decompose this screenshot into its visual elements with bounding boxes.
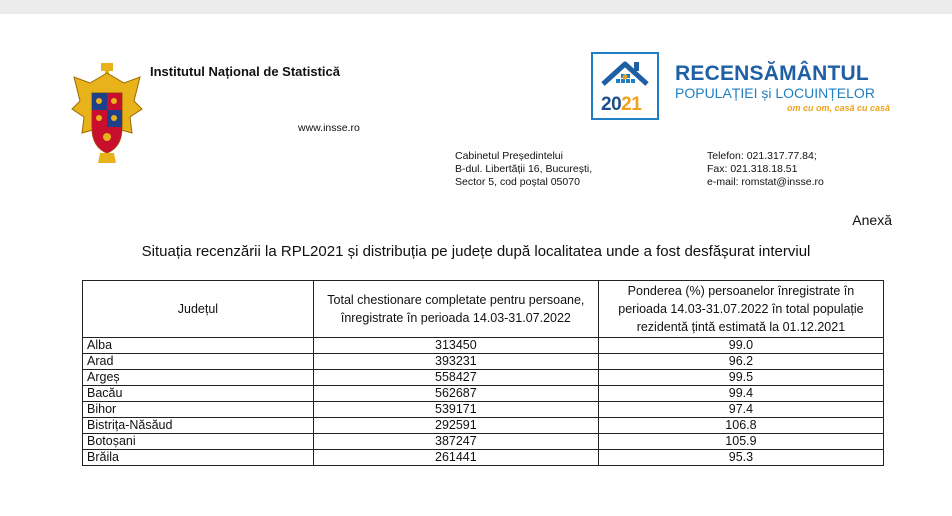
census-subtitle: POPULAȚIEI și LOCUINȚELOR <box>675 85 875 101</box>
table-row <box>83 370 884 386</box>
county-cell: Bistrița-Năsăud <box>83 418 314 434</box>
contact-phone: Telefon: 021.317.77.84; <box>707 150 817 162</box>
contact-email: e-mail: romstat@insse.ro <box>707 176 824 188</box>
table-row <box>83 418 884 434</box>
table-row <box>83 434 884 450</box>
romania-coat-of-arms-icon <box>70 63 144 165</box>
address-line: Cabinetul Președintelui <box>455 150 563 162</box>
header-county: Județul <box>83 281 314 338</box>
org-website: www.insse.ro <box>298 122 360 134</box>
table-row <box>83 338 884 354</box>
header-total-questionnaires: Total chestionare completate pentru persoane, înregistrate în perioada 14.03-31.07.2022 <box>313 281 598 338</box>
share-cell: 95.3 <box>598 450 883 466</box>
table-row <box>83 450 884 466</box>
census-motto: om cu om, casă cu casă <box>787 103 891 113</box>
census-title: RECENSĂMÂNTUL <box>675 62 869 85</box>
total-cell: 562687 <box>313 386 598 402</box>
share-cell: 106.8 <box>598 418 883 434</box>
document-title: Situația recenzării la RPL2021 și distribuția pe județe după localitatea unde a fost desfășurat interviul <box>141 243 811 260</box>
table-row <box>83 402 884 418</box>
table-row <box>83 386 884 402</box>
address-block <box>455 150 592 189</box>
county-cell: Brăila <box>83 450 314 466</box>
total-cell: 313450 <box>313 338 598 354</box>
total-cell: 558427 <box>313 370 598 386</box>
county-cell: Alba <box>83 338 314 354</box>
address-line: B-dul. Libertății 16, București, <box>455 163 593 175</box>
house-roof-icon <box>593 54 657 94</box>
org-name: Institutul Național de Statistică <box>150 64 340 79</box>
county-cell: Bacău <box>83 386 314 402</box>
county-cell: Argeș <box>83 370 314 386</box>
share-cell: 96.2 <box>598 354 883 370</box>
contact-block <box>707 150 824 189</box>
contact-fax: Fax: 021.318.18.51 <box>707 163 798 175</box>
table-row <box>83 354 884 370</box>
share-cell: 105.9 <box>598 434 883 450</box>
table-header-row <box>83 281 884 338</box>
share-cell: 99.0 <box>598 338 883 354</box>
share-cell: 97.4 <box>598 402 883 418</box>
share-cell: 99.4 <box>598 386 883 402</box>
top-bar <box>0 0 952 14</box>
census-year: 2021 <box>601 94 642 115</box>
county-census-table <box>82 280 884 466</box>
address-line: Sector 5, cod poștal 05070 <box>455 176 580 188</box>
total-cell: 292591 <box>313 418 598 434</box>
census-logo-box <box>591 52 659 120</box>
total-cell: 261441 <box>313 450 598 466</box>
total-cell: 387247 <box>313 434 598 450</box>
county-cell: Bihor <box>83 402 314 418</box>
county-cell: Botoșani <box>83 434 314 450</box>
annex-label: Anexă <box>852 212 892 228</box>
county-cell: Arad <box>83 354 314 370</box>
share-cell: 99.5 <box>598 370 883 386</box>
total-cell: 393231 <box>313 354 598 370</box>
census-logo <box>591 52 891 120</box>
total-cell: 539171 <box>313 402 598 418</box>
header-share-percent: Ponderea (%) persoanelor înregistrate în perioada 14.03-31.07.2022 în total populație rezidentă țintă estimată la 01.12.2021 <box>598 281 883 338</box>
